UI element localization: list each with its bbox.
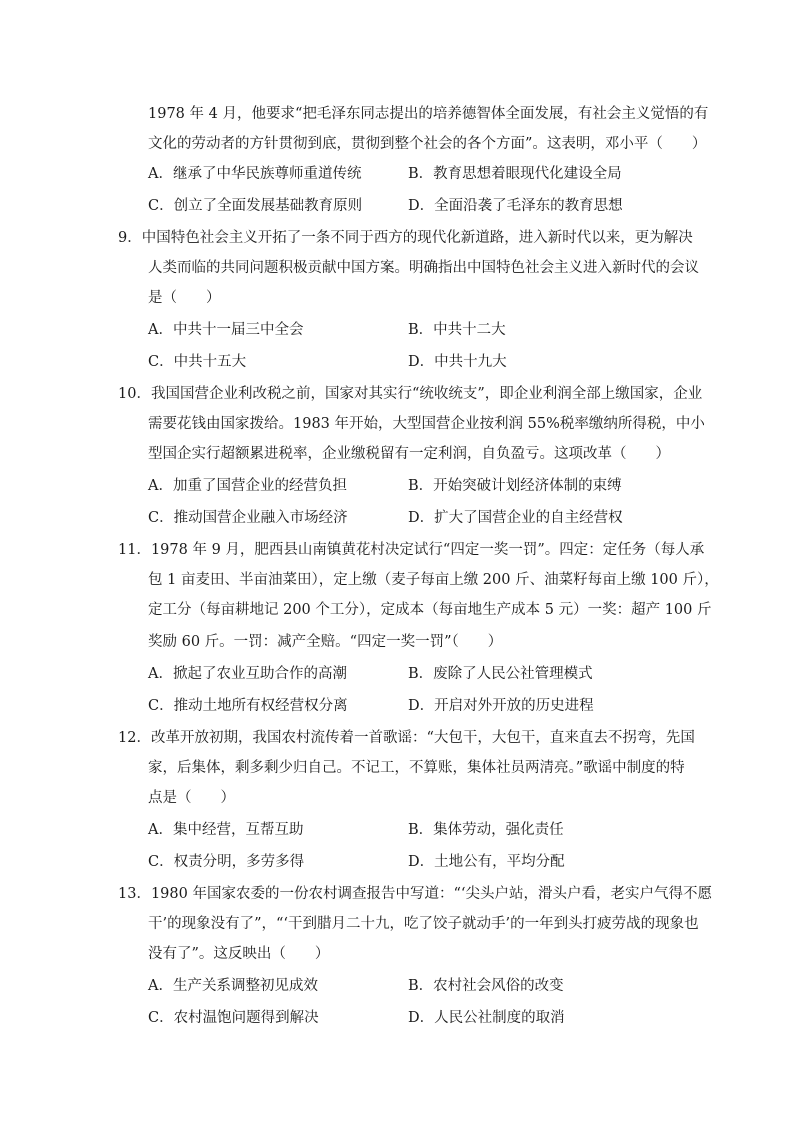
question-10-option-b: B．开始突破计划经济体制的束缚 xyxy=(408,478,622,494)
question-11-number: 11． xyxy=(118,542,151,558)
question-13-option-b: B．农村社会风俗的改变 xyxy=(408,978,564,994)
intro-option-b: B．教育思想着眼现代化建设全局 xyxy=(408,166,622,182)
question-11-line-1: 1978 年 9 月，肥西县山南镇黄花村决定试行“四定一奖一罚”。四定：定任务（每人承 xyxy=(150,542,705,558)
question-11-line-2: 包 1 亩麦田、半亩油菜田），定上缴（麦子每亩上缴 200 斤、油菜籽每亩上缴 100 斤）， xyxy=(148,572,719,588)
question-10-number: 10． xyxy=(118,386,151,402)
question-9-number: 9． xyxy=(118,230,142,246)
question-10-line-1: 我国国营企业利改税之前，国家对其实行“统收统支”，即企业利润全部上缴国家，企业 xyxy=(150,386,703,402)
question-13-option-d: D．人民公社制度的取消 xyxy=(408,1010,565,1026)
intro-option-a: A．继承了中华民族尊师重道传统 xyxy=(148,166,362,182)
question-9-option-b: B．中共十二大 xyxy=(408,322,506,338)
question-11-option-c: C．推动土地所有权经营权分离 xyxy=(148,698,348,714)
question-13-number: 13． xyxy=(118,886,151,902)
question-10-first-line xyxy=(118,384,702,404)
question-10-option-a: A．加重了国营企业的经营负担 xyxy=(148,478,347,494)
question-12-line-2: 家，后集体，剩多剩少归自己。不记工，不算账，集体社员两清亮。”歌谣中制度的特 xyxy=(148,760,685,776)
question-11-line-4: 奖励 60 斤。一罚：减产全赔。“四定一奖一罚”（ ） xyxy=(148,634,503,650)
question-13-option-a: A．生产关系调整初见成效 xyxy=(148,978,318,994)
question-12-line-1: 改革开放初期，我国农村流传着一首歌谣：“大包干，大包干，直来直去不拐弯，先国 xyxy=(150,730,695,746)
question-10-option-c: C．推动国营企业融入市场经济 xyxy=(148,510,348,526)
question-13-option-c: C．农村温饱问题得到解决 xyxy=(148,1010,319,1026)
question-11-line-3: 定工分（每亩耕地记 200 个工分），定成本（每亩地生产成本 5 元）一奖：超产 100 斤 xyxy=(148,602,712,618)
question-13-first-line xyxy=(118,884,712,904)
question-10-line-3: 型国企实行超额累进税率，企业缴税留有一定利润，自负盈亏。这项改革（ ） xyxy=(148,446,670,462)
intro-stem-line-1: 1978 年 4 月，他要求“把毛泽东同志提出的培养德智体全面发展，有社会主义觉悟的有 xyxy=(148,106,709,122)
question-12-option-c: C．权责分明，多劳多得 xyxy=(148,854,305,870)
question-9-line-2: 人类而临的共同问题积极贡献中国方案。明确指出中国特色社会主义进入新时代的会议 xyxy=(148,260,699,276)
question-12-first-line xyxy=(118,728,695,748)
question-12-option-a: A．集中经营，互帮互助 xyxy=(148,822,304,838)
question-11-option-a: A．掀起了农业互助合作的高潮 xyxy=(148,666,347,682)
question-9-first-line xyxy=(118,228,693,248)
question-11-option-b: B．废除了人民公社管理模式 xyxy=(408,666,593,682)
question-12-number: 12． xyxy=(118,730,151,746)
question-12-option-d: D．土地公有，平均分配 xyxy=(408,854,565,870)
question-10-line-2: 需要花钱由国家拨给。1983 年开始，大型国营企业按利润 55%税率缴纳所得税，中小 xyxy=(148,416,705,432)
question-12-option-b: B．集体劳动，强化责任 xyxy=(408,822,564,838)
question-11-option-d: D．开启对外开放的历史进程 xyxy=(408,698,594,714)
question-9-option-a: A．中共十一届三中全会 xyxy=(148,322,304,338)
question-13-line-3: 没有了”。这反映出（ ） xyxy=(148,946,330,962)
question-12-line-3: 点是（ ） xyxy=(148,790,235,806)
question-9-line-3: 是（ ） xyxy=(148,290,221,306)
intro-option-c: C．创立了全面发展基础教育原则 xyxy=(148,198,363,214)
intro-stem-line-2: 文化的劳动者的方针贯彻到底，贯彻到整个社会的各个方面”。这表明，邓小平（ ） xyxy=(148,136,707,152)
question-10-option-d: D．扩大了国营企业的自主经营权 xyxy=(408,510,623,526)
intro-option-d: D．全面沿袭了毛泽东的教育思想 xyxy=(408,198,623,214)
question-13-line-2: 干’的现象没有了”，“‘干到腊月二十九，吃了饺子就动手’的一年到头打疲劳战的现象也 xyxy=(148,916,699,932)
question-9-line-1: 中国特色社会主义开拓了一条不同于西方的现代化新道路，进入新时代以来，更为解决 xyxy=(141,230,693,246)
question-11-first-line xyxy=(118,540,704,560)
question-13-line-1: 1980 年国家农委的一份农村调查报告中写道：“‘尖头户站，滑头户看，老实户气得不愿 xyxy=(150,886,712,902)
question-9-option-d: D．中共十九大 xyxy=(408,354,507,370)
question-9-option-c: C．中共十五大 xyxy=(148,354,247,370)
